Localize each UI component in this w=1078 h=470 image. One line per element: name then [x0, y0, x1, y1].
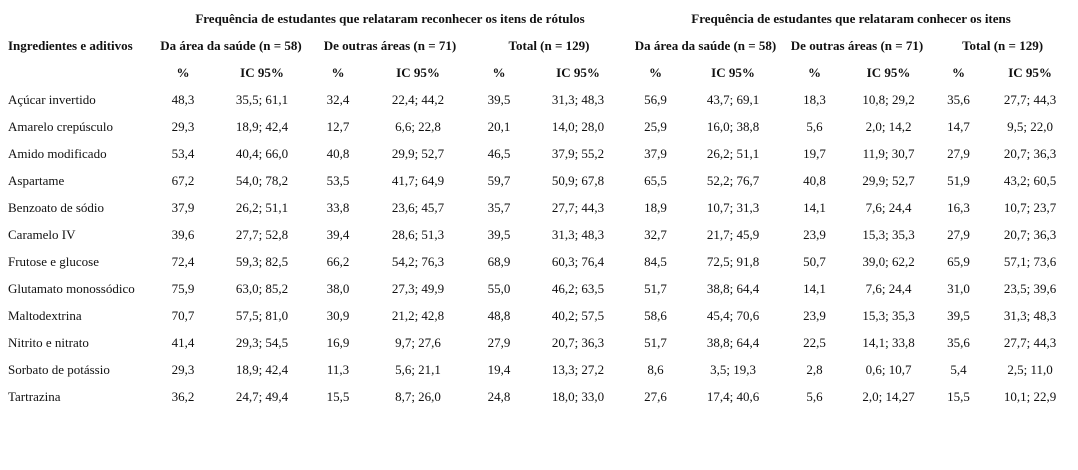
sub-header-total-1: Total (n = 129)	[508, 37, 590, 53]
pct-cell: 48,8	[487, 307, 511, 323]
ic-header: IC 95%	[866, 64, 911, 80]
table-body	[4, 86, 1074, 410]
ic-cell: 3,5; 19,3	[710, 361, 756, 377]
table-row	[4, 167, 1074, 194]
ic-cell: 16,0; 38,8	[706, 118, 760, 134]
ic-cell: 20,7; 36,3	[1003, 226, 1057, 242]
ingredient-name: Tartrazina	[8, 388, 61, 404]
ic-cell: 40,4; 66,0	[235, 145, 289, 161]
pct-cell: 35,6	[947, 91, 970, 107]
ic-cell: 50,9; 67,8	[551, 172, 605, 188]
pct-cell: 27,9	[487, 334, 511, 350]
pct-header: %	[492, 64, 506, 80]
ic-cell: 40,2; 57,5	[551, 307, 605, 323]
pct-cell: 19,7	[803, 145, 826, 161]
ic-cell: 10,7; 31,3	[706, 199, 760, 215]
ic-cell: 7,6; 24,4	[865, 199, 912, 215]
pct-cell: 14,7	[947, 118, 970, 134]
ic-cell: 29,9; 52,7	[391, 145, 445, 161]
ic-cell: 10,7; 23,7	[1003, 199, 1057, 215]
ic-header: IC 95%	[240, 64, 284, 80]
ic-cell: 20,7; 36,3	[551, 334, 605, 350]
ic-cell: 57,5; 81,0	[235, 307, 289, 323]
pct-cell: 39,5	[947, 307, 970, 323]
ic-cell: 37,9; 55,2	[551, 145, 605, 161]
pct-cell: 65,9	[947, 253, 970, 269]
sub-header-total-2: Total (n = 129)	[962, 37, 1044, 53]
ic-header: IC 95%	[556, 64, 600, 80]
ic-cell: 9,5; 22,0	[1007, 118, 1053, 134]
pct-cell: 29,3	[171, 361, 195, 377]
pct-cell: 51,7	[644, 280, 667, 296]
pct-cell: 18,3	[803, 91, 826, 107]
ic-cell: 38,8; 64,4	[706, 280, 760, 296]
ic-cell: 45,4; 70,6	[706, 307, 760, 323]
ic-cell: 54,2; 76,3	[391, 253, 445, 269]
pct-cell: 40,8	[803, 172, 826, 188]
ic-cell: 5,6; 21,1	[395, 361, 441, 377]
pct-cell: 23,9	[803, 226, 826, 242]
ic-cell: 31,3; 48,3	[551, 226, 605, 242]
sub-header-health-1: Da área da saúde (n = 58)	[160, 37, 302, 53]
ic-cell: 2,0; 14,2	[865, 118, 912, 134]
pct-cell: 27,9	[947, 226, 970, 242]
ingredient-name: Amido modificado	[8, 145, 107, 161]
pct-cell: 16,9	[326, 334, 350, 350]
ic-cell: 6,6; 22,8	[395, 118, 441, 134]
pct-cell: 14,1	[803, 280, 826, 296]
pct-cell: 5,6	[806, 118, 823, 134]
ic-cell: 26,2; 51,1	[706, 145, 760, 161]
pct-cell: 12,7	[326, 118, 350, 134]
ic-cell: 8,7; 26,0	[395, 388, 441, 404]
ic-cell: 38,8; 64,4	[706, 334, 760, 350]
pct-cell: 70,7	[171, 307, 195, 323]
pct-cell: 50,7	[803, 253, 826, 269]
sub-header-other-1: De outras áreas (n = 71)	[323, 37, 457, 53]
pct-cell: 55,0	[487, 280, 511, 296]
pct-cell: 75,9	[171, 280, 195, 296]
ingredient-name: Frutose e glucose	[8, 253, 99, 269]
pct-cell: 8,6	[647, 361, 664, 377]
ic-cell: 20,7; 36,3	[1003, 145, 1057, 161]
pct-cell: 41,4	[171, 334, 195, 350]
table-row	[4, 194, 1074, 221]
table-row	[4, 329, 1074, 356]
ic-cell: 14,0; 28,0	[551, 118, 605, 134]
group-header-recognize: Frequência de estudantes que relataram reconhecer os itens de rótulos	[195, 11, 585, 26]
pct-header: %	[176, 64, 190, 80]
pct-cell: 5,4	[950, 361, 967, 377]
group-header-know: Frequência de estudantes que relataram conhecer os itens	[691, 11, 1011, 26]
ingredient-name: Sorbato de potássio	[8, 361, 110, 377]
ic-cell: 21,7; 45,9	[706, 226, 760, 242]
ic-cell: 28,6; 51,3	[391, 226, 445, 242]
empty-header-cell	[4, 6, 152, 32]
measure-header-row	[4, 59, 1074, 86]
ingredient-name: Nitrito e nitrato	[8, 334, 89, 350]
table-row	[4, 140, 1074, 167]
pct-header: %	[952, 64, 966, 80]
ic-cell: 9,7; 27,6	[395, 334, 441, 350]
ic-cell: 39,0; 62,2	[862, 253, 915, 269]
pct-cell: 58,6	[644, 307, 667, 323]
pct-cell: 27,9	[947, 145, 970, 161]
ic-cell: 27,7; 44,3	[1003, 91, 1057, 107]
pct-cell: 31,0	[947, 280, 970, 296]
pct-cell: 37,9	[171, 199, 195, 215]
empty-measure-cell	[4, 59, 152, 86]
table-row	[4, 113, 1074, 140]
pct-cell: 53,5	[326, 172, 350, 188]
pct-cell: 11,3	[326, 361, 350, 377]
ic-cell: 11,9; 30,7	[862, 145, 915, 161]
pct-cell: 19,4	[487, 361, 511, 377]
ic-cell: 17,4; 40,6	[706, 388, 760, 404]
group-header-row	[4, 6, 1074, 32]
ic-cell: 23,5; 39,6	[1003, 280, 1057, 296]
pct-cell: 2,8	[806, 361, 823, 377]
pct-cell: 46,5	[487, 145, 511, 161]
pct-cell: 40,8	[326, 145, 350, 161]
ic-cell: 54,0; 78,2	[235, 172, 289, 188]
table-row	[4, 383, 1074, 410]
ic-cell: 27,3; 49,9	[391, 280, 445, 296]
pct-header: %	[808, 64, 822, 80]
table-row	[4, 356, 1074, 383]
table-row	[4, 275, 1074, 302]
pct-cell: 48,3	[171, 91, 195, 107]
pct-cell: 20,1	[487, 118, 511, 134]
ingredient-name: Açúcar invertido	[8, 91, 96, 107]
pct-cell: 66,2	[326, 253, 350, 269]
pct-cell: 65,5	[644, 172, 667, 188]
ic-cell: 10,8; 29,2	[862, 91, 915, 107]
ic-cell: 0,6; 10,7	[865, 361, 912, 377]
pct-cell: 67,2	[171, 172, 195, 188]
ic-cell: 22,4; 44,2	[391, 91, 445, 107]
pct-cell: 29,3	[171, 118, 195, 134]
ic-cell: 7,6; 24,4	[865, 280, 912, 296]
table-row	[4, 248, 1074, 275]
pct-cell: 72,4	[171, 253, 195, 269]
pct-cell: 23,9	[803, 307, 826, 323]
ic-cell: 60,3; 76,4	[551, 253, 605, 269]
ic-cell: 13,3; 27,2	[551, 361, 605, 377]
ingredient-name: Glutamato monossódico	[8, 280, 135, 296]
pct-cell: 35,6	[947, 334, 970, 350]
pct-cell: 53,4	[171, 145, 195, 161]
ic-cell: 31,3; 48,3	[551, 91, 605, 107]
ic-cell: 18,9; 42,4	[235, 361, 289, 377]
pct-cell: 39,5	[487, 91, 511, 107]
ic-cell: 63,0; 85,2	[235, 280, 289, 296]
ic-cell: 27,7; 44,3	[1003, 334, 1057, 350]
ic-cell: 31,3; 48,3	[1003, 307, 1057, 323]
pct-cell: 51,9	[947, 172, 970, 188]
ic-cell: 18,0; 33,0	[551, 388, 605, 404]
pct-cell: 16,3	[947, 199, 970, 215]
ingredient-name: Benzoato de sódio	[8, 199, 105, 215]
ic-header: IC 95%	[711, 64, 755, 80]
ic-header: IC 95%	[396, 64, 440, 80]
pct-cell: 32,4	[326, 91, 350, 107]
pct-cell: 38,0	[326, 280, 350, 296]
ic-cell: 23,6; 45,7	[391, 199, 445, 215]
table-row	[4, 221, 1074, 248]
pct-cell: 39,4	[326, 226, 350, 242]
ingredient-name: Amarelo crepúsculo	[8, 118, 114, 134]
ic-cell: 43,2; 60,5	[1003, 172, 1057, 188]
ic-cell: 27,7; 44,3	[551, 199, 605, 215]
ic-cell: 72,5; 91,8	[706, 253, 760, 269]
ic-cell: 15,3; 35,3	[862, 226, 915, 242]
ic-cell: 43,7; 69,1	[706, 91, 760, 107]
ic-cell: 26,2; 51,1	[235, 199, 289, 215]
sub-header-row	[4, 32, 1074, 59]
first-column-header: Ingredientes e aditivos	[8, 37, 133, 53]
ic-cell: 35,5; 61,1	[235, 91, 289, 107]
pct-cell: 39,5	[487, 226, 511, 242]
ic-cell: 59,3; 82,5	[235, 253, 289, 269]
ic-cell: 2,5; 11,0	[1007, 361, 1053, 377]
pct-cell: 27,6	[644, 388, 667, 404]
ic-cell: 10,1; 22,9	[1003, 388, 1057, 404]
pct-cell: 51,7	[644, 334, 667, 350]
pct-header: %	[331, 64, 345, 80]
ic-cell: 46,2; 63,5	[551, 280, 605, 296]
pct-cell: 14,1	[803, 199, 826, 215]
ic-cell: 2,0; 14,27	[862, 388, 915, 404]
ic-header: IC 95%	[1008, 64, 1052, 80]
ic-cell: 18,9; 42,4	[235, 118, 289, 134]
pct-header: %	[649, 64, 663, 80]
sub-header-other-2: De outras áreas (n = 71)	[790, 37, 924, 53]
ingredient-name: Aspartame	[8, 172, 65, 188]
ingredient-name: Maltodextrina	[8, 307, 82, 323]
sub-header-health-2: Da área da saúde (n = 58)	[634, 37, 777, 53]
ic-cell: 29,9; 52,7	[862, 172, 915, 188]
pct-cell: 68,9	[487, 253, 511, 269]
pct-cell: 35,7	[487, 199, 511, 215]
pct-cell: 30,9	[326, 307, 350, 323]
ic-cell: 41,7; 64,9	[391, 172, 445, 188]
pct-cell: 5,6	[806, 388, 823, 404]
table-row	[4, 302, 1074, 329]
pct-cell: 56,9	[644, 91, 667, 107]
ic-cell: 29,3; 54,5	[235, 334, 289, 350]
ic-cell: 52,2; 76,7	[706, 172, 760, 188]
pct-cell: 22,5	[803, 334, 826, 350]
ic-cell: 27,7; 52,8	[235, 226, 289, 242]
pct-cell: 36,2	[171, 388, 195, 404]
ingredient-name: Caramelo IV	[8, 226, 76, 242]
table-row	[4, 86, 1074, 113]
ic-cell: 14,1; 33,8	[862, 334, 915, 350]
ic-cell: 15,3; 35,3	[862, 307, 915, 323]
ic-cell: 21,2; 42,8	[391, 307, 445, 323]
pct-cell: 32,7	[644, 226, 667, 242]
ic-cell: 24,7; 49,4	[235, 388, 289, 404]
ic-cell: 57,1; 73,6	[1003, 253, 1057, 269]
pct-cell: 59,7	[487, 172, 511, 188]
pct-cell: 15,5	[326, 388, 350, 404]
pct-cell: 39,6	[171, 226, 195, 242]
pct-cell: 84,5	[644, 253, 667, 269]
pct-cell: 24,8	[487, 388, 511, 404]
pct-cell: 37,9	[644, 145, 667, 161]
frequency-table	[4, 6, 1074, 410]
pct-cell: 15,5	[947, 388, 970, 404]
pct-cell: 18,9	[644, 199, 667, 215]
pct-cell: 25,9	[644, 118, 667, 134]
pct-cell: 33,8	[326, 199, 350, 215]
